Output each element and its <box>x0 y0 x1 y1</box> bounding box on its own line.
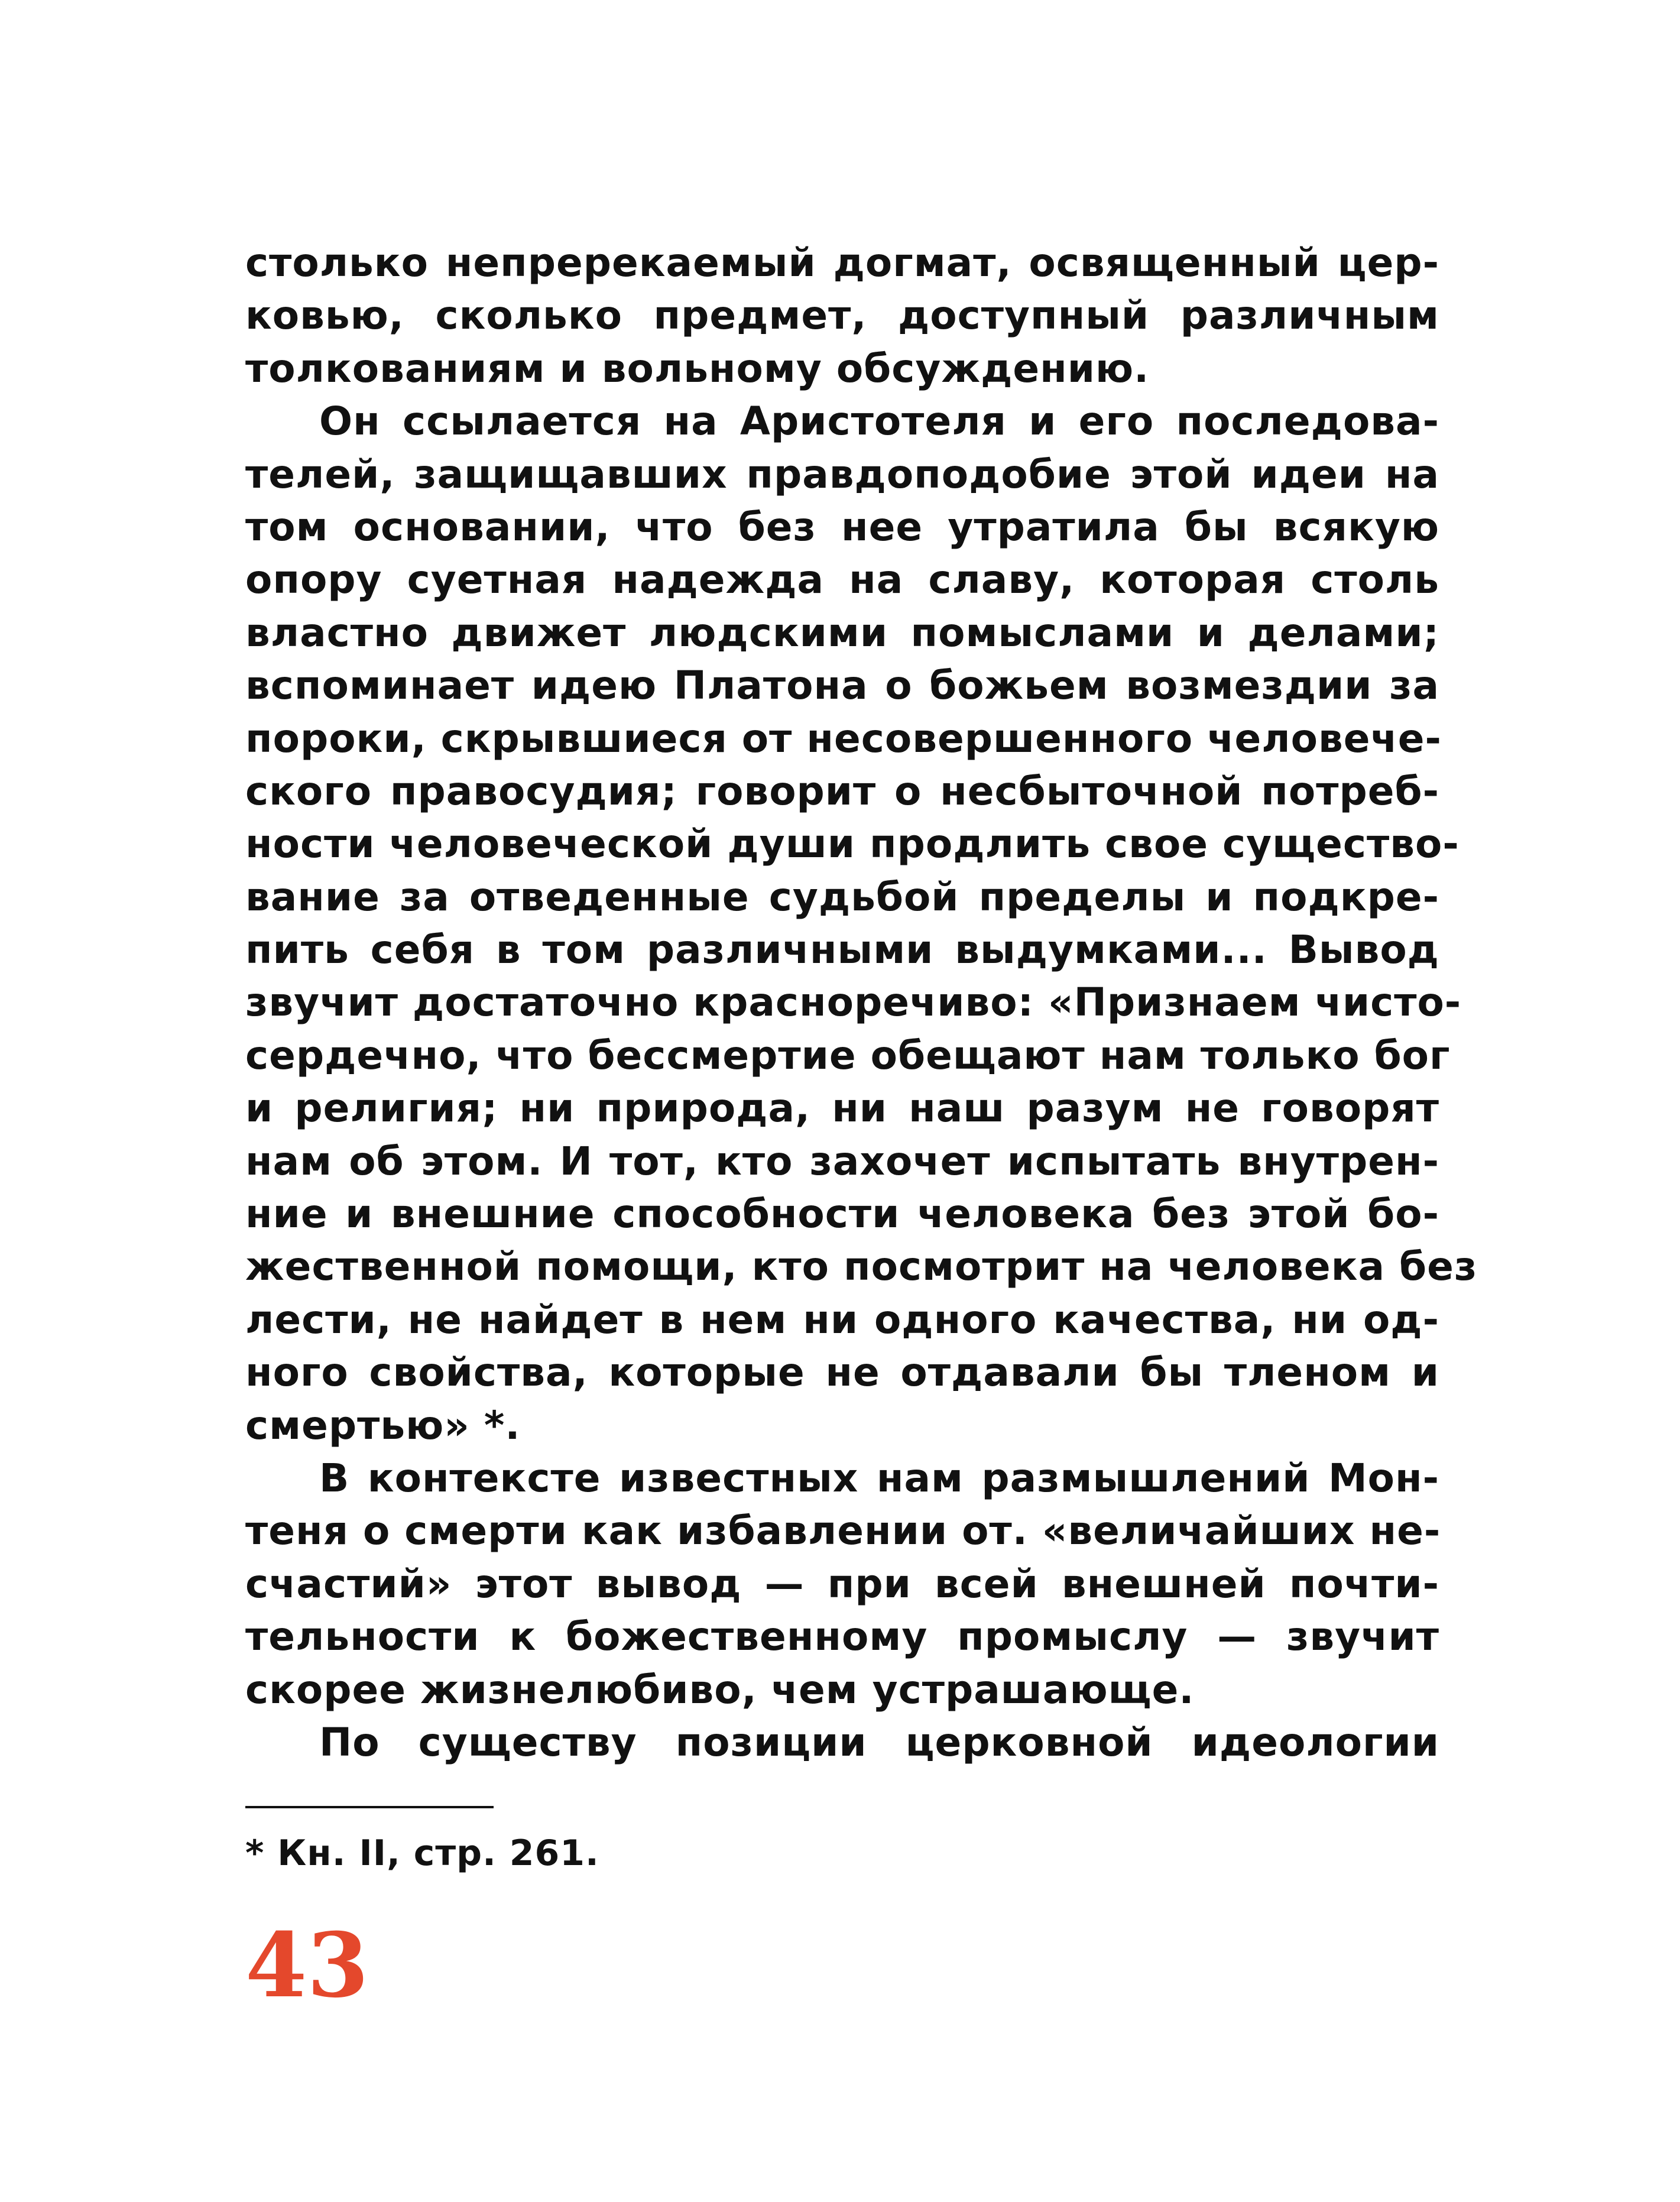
paragraph-start-line: В контексте известных нам размышлений Мон- <box>319 1455 1439 1501</box>
text-line: и религия; ни природа, ни наш разум не говорят <box>245 1085 1439 1131</box>
text-line: звучит достаточно красноречиво: «Признаем чисто- <box>245 980 1462 1026</box>
text-line: столько непререкаемый догмат, освященный цер- <box>245 240 1439 286</box>
text-line: нам об этом. И тот, кто захочет испытать внутрен- <box>245 1138 1439 1184</box>
text-line: ности человеческой души продлить свое существо- <box>245 821 1460 867</box>
text-line: ного свойства, которые не отдавали бы тленом и <box>245 1350 1439 1396</box>
text-line: ние и внешние способности человека без этой бо- <box>245 1191 1439 1237</box>
paragraph-start-line: По существу позиции церковной идеологии <box>319 1719 1439 1765</box>
page-number: 43 <box>245 1914 369 2018</box>
text-line: толкованиям и вольному обсуждению. <box>245 345 1150 391</box>
text-line: вание за отведенные судьбой пределы и подкре- <box>245 874 1439 920</box>
text-line: пороки, скрывшиеся от несовершенного человече- <box>245 715 1442 761</box>
text-line: скорее жизнелюбиво, чем устрашающе. <box>245 1666 1195 1713</box>
paragraph-start-line: Он ссылается на Аристотеля и его последова- <box>319 398 1439 445</box>
text-line: лести, не найдет в нем ни одного качества, ни од- <box>245 1296 1439 1342</box>
text-line: вспоминает идею Платона о божьем возмездии за <box>245 663 1439 709</box>
text-line: властно движет людскими помыслами и делами; <box>245 609 1439 656</box>
text-line: теня о смерти как избавлении от. «величайших не- <box>245 1508 1441 1554</box>
text-line: пить себя в том различными выдумками... Вывод <box>245 927 1439 973</box>
text-line: опору суетная надежда на славу, которая столь <box>245 557 1439 603</box>
text-line: жественной помощи, кто посмотрит на человека без <box>245 1244 1478 1290</box>
text-line: тельности к божественному промыслу — звучит <box>245 1614 1439 1660</box>
footnote-divider <box>245 1806 494 1808</box>
footnote: * Кн. II, стр. 261. <box>245 1833 599 1874</box>
text-line: телей, защищавших правдоподобие этой идеи на <box>245 451 1439 497</box>
text-line: счастий» этот вывод — при всей внешней почти- <box>245 1561 1439 1607</box>
text-line: сердечно, что бессмертие обещают нам только бог <box>245 1032 1451 1078</box>
text-line: ского правосудия; говорит о несбыточной потреб- <box>245 768 1439 814</box>
text-line: смертью» *. <box>245 1402 521 1448</box>
body-text <box>245 236 1478 1769</box>
text-line: ковью, сколько предмет, доступный различным <box>245 293 1439 339</box>
text-line: том основании, что без нее утратила бы всякую <box>245 504 1439 550</box>
